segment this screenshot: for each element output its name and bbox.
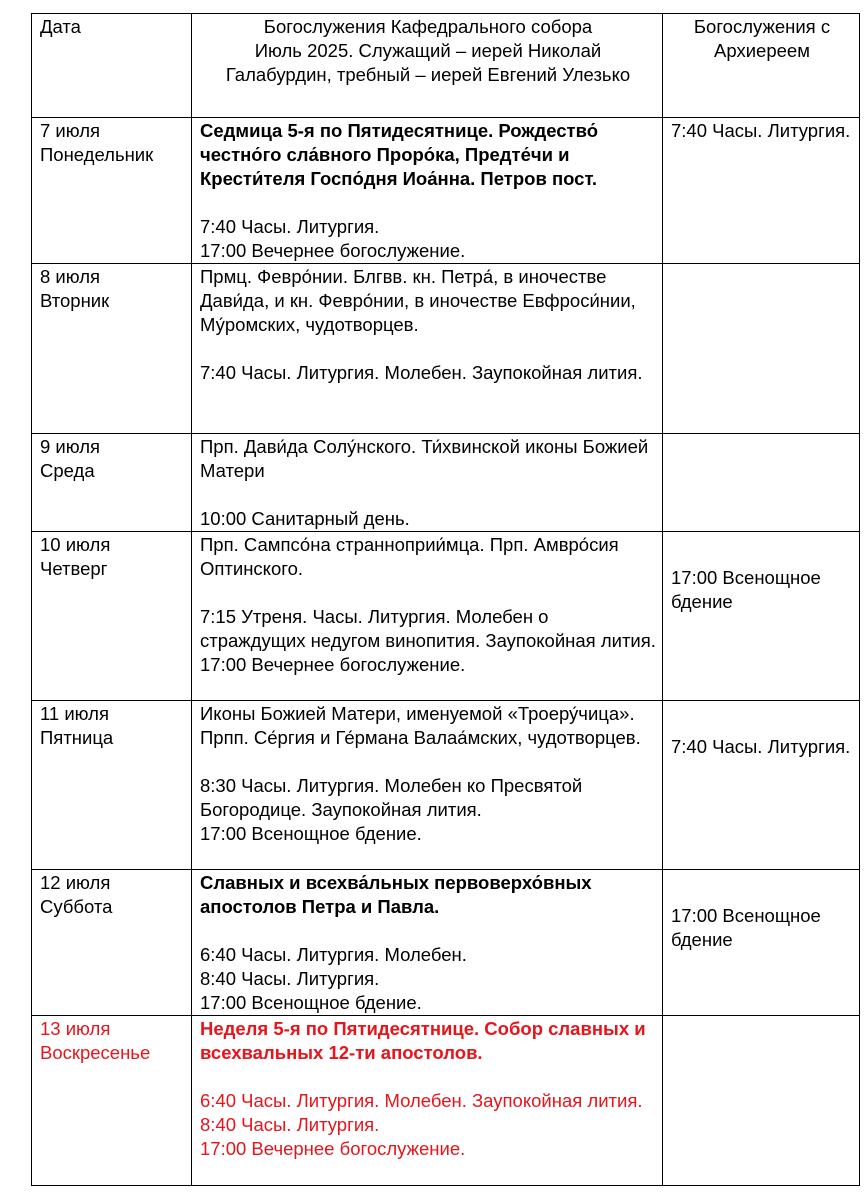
weekday: Воскресенье [40,1042,151,1063]
service-cell [192,1016,663,1186]
table-row [32,434,860,532]
service-cell [192,264,663,434]
service-line: 7:40 Часы. Литургия. [200,216,380,237]
table-row [32,264,860,434]
date-cell [32,434,192,532]
service-cell [192,532,663,701]
feast-title: Прмц. Февро́нии. Блгвв. кн. Петра́, в иночестве Дави́да, и кн. Февро́нии, в иночестве Евфроси́нии, Му́ромских, чудотворцев. [200,266,636,335]
service-line: 8:40 Часы. Литургия. [200,968,380,989]
service-line: 8:40 Часы. Литургия. [200,1114,380,1135]
archbishop-service: 17:00 Всенощное бдение [671,567,821,612]
archbishop-cell [663,870,860,1016]
service-cell [192,434,663,532]
date-cell [32,532,192,701]
archbishop-cell [663,264,860,434]
schedule-table [31,13,860,1186]
date-cell [32,701,192,870]
service-cell [192,701,663,870]
date: 11 июля [40,703,109,724]
feast-title: Седмица 5-я по Пятидесятнице. Рождество́ честно́го сла́вного Проро́ка, Предте́чи и Крести́теля Госпо́дня Иоа́нна. Петров пост. [200,120,599,189]
service-line: 8:30 Часы. Литургия. Молебен ко Пресвятой Богородице. Заупокойная лития. [200,775,583,820]
header-archbishop: Богослужения с Архиереем [663,14,860,118]
feast-title: Иконы Божией Матери, именуемой «Троеру́чица». Прпп. Се́ргия и Ге́рмана Валаа́мских, чудотворцев. [200,703,641,748]
archbishop-cell [663,532,860,701]
archbishop-service: 17:00 Всенощное бдение [671,905,821,950]
archbishop-cell: 7:40 Часы. Литургия. [663,118,860,264]
table-row [32,532,860,701]
date-cell [32,118,192,264]
service-line: 7:15 Утреня. Часы. Литургия. Молебен о страждущих недугом винопития. Заупокойная лития. [200,606,656,651]
weekday: Пятница [40,727,114,748]
service-line: 6:40 Часы. Литургия. Молебен. Заупокойная лития. [200,1090,643,1111]
date: 7 июля [40,120,101,141]
service-line: 17:00 Вечернее богослужение. [200,654,466,675]
archbishop-cell [663,434,860,532]
service-line: 17:00 Вечернее богослужение. [200,1138,466,1159]
table-row [32,701,860,870]
service-line: 6:40 Часы. Литургия. Молебен. [200,944,467,965]
table-row [32,118,860,264]
header-main [192,14,663,118]
feast-title: Прп. Дави́да Солу́нского. Ти́хвинской иконы Божией Матери [200,436,649,481]
header-row [32,14,860,118]
weekday: Понедельник [40,144,154,165]
service-cell [192,870,663,1016]
header-main-subtitle: Июль 2025. Служащий – иерей Николай Галабурдин, требный – иерей Евгений Улезько [225,40,631,85]
weekday: Среда [40,460,95,481]
archbishop-cell [663,1016,860,1186]
feast-title: Прп. Сампсо́на странноприи́мца. Прп. Амвро́сия Оптинского. [200,534,619,579]
archbishop-service: 7:40 Часы. Литургия. [671,736,851,757]
table-row-sunday [32,1016,860,1186]
service-line: 7:40 Часы. Литургия. Молебен. Заупокойная лития. [200,362,643,383]
service-line: 17:00 Всенощное бдение. [200,992,422,1013]
date-cell [32,264,192,434]
date-cell [32,870,192,1016]
weekday: Четверг [40,558,108,579]
header-main-title: Богослужения Кафедрального собора [263,16,593,37]
archbishop-cell [663,701,860,870]
feast-title: Славных и всехва́льных первоверхо́вных апостолов Петра и Павла. [200,872,592,917]
date-cell [32,1016,192,1186]
date: 8 июля [40,266,101,287]
service-cell [192,118,663,264]
service-line: 10:00 Санитарный день. [200,508,410,529]
weekday: Вторник [40,290,110,311]
service-line: 17:00 Вечернее богослужение. [200,240,466,261]
header-date: Дата [32,14,192,118]
date: 9 июля [40,436,101,457]
weekday: Суббота [40,896,113,917]
date: 12 июля [40,872,111,893]
date: 13 июля [40,1018,111,1039]
date: 10 июля [40,534,111,555]
feast-title: Неделя 5-я по Пятидесятнице. Собор славных и всехвальных 12-ти апостолов. [200,1018,646,1063]
table-row [32,870,860,1016]
service-line: 17:00 Всенощное бдение. [200,823,422,844]
